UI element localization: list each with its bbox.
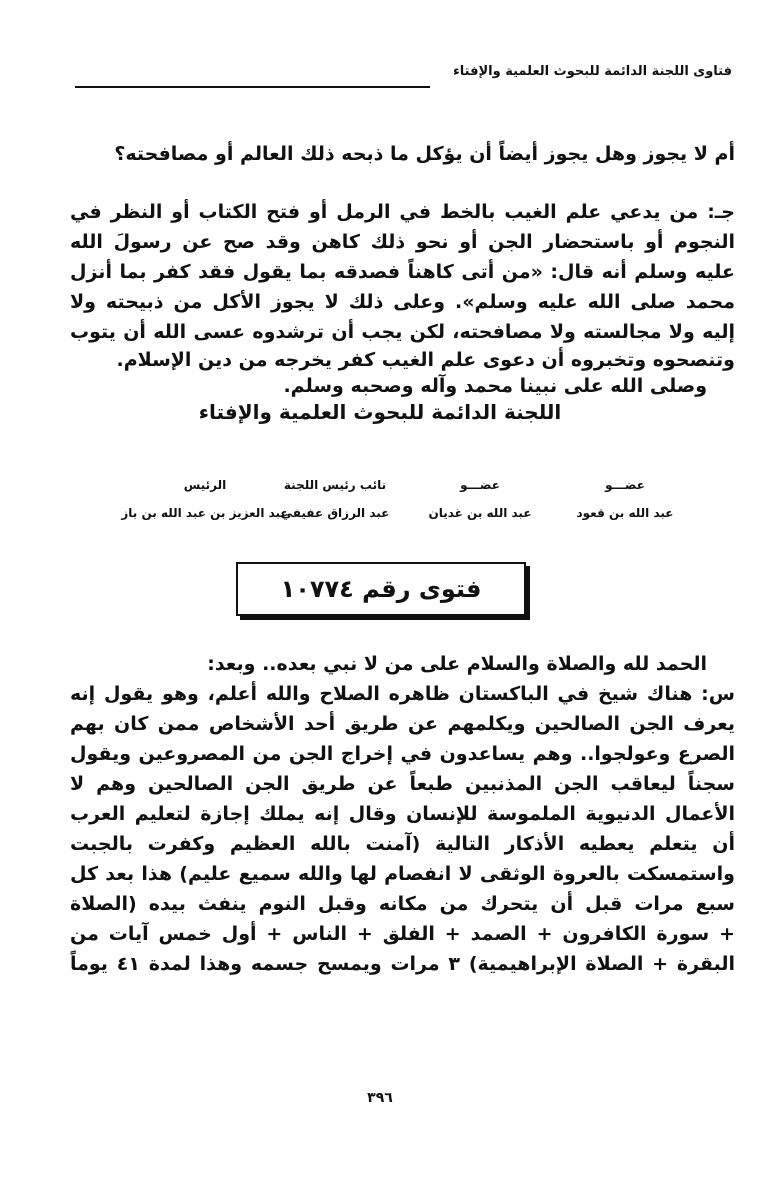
text-line: عليه وسلم أنه قال: «من أتى كاهناً فصدقه بما يقول فقد كفر بما أنزل [70, 261, 735, 283]
text-line: سبع مرات قبل أن يتحرك من مكانه وقبل النوم ينفث بيده (الصلاة [70, 893, 735, 915]
text-line: الأعمال الدنيوية الملموسة للإنسان وقال إنه يملك إجازة لتعليم العرب [70, 803, 735, 825]
text-line: جـ: من يدعي علم الغيب بالخط في الرمل أو فتح الكتاب أو النظر في [70, 201, 735, 223]
signatory-role: نائب رئيس اللجنة [283, 478, 387, 492]
text-line: الصرع وعولجوا.. وهم يساعدون في إخراج الجن من المصروعين ويقول [70, 743, 735, 765]
signatory-name: عبد الله بن غديان [428, 506, 532, 520]
text-line: البقرة + الصلاة الإبراهيمية) ٣ مرات ويمسح جسمه وهذا لمدة ٤١ يوماً [70, 953, 735, 975]
page-number: ٣٩٦ [367, 1090, 393, 1106]
closing-line: وصلى الله على نبينا محمد وآله وصحبه وسلم. [283, 375, 707, 397]
signatory-role: عضـــو [460, 478, 500, 492]
text-line: أم لا يجوز وهل يجوز أيضاً أن يؤكل ما ذبحه ذلك العالم أو مصافحته؟ [114, 143, 735, 165]
text-line: + سورة الكافرون + الصمد + الفلق + الناس + أول خمس آيات من [70, 923, 735, 945]
signatory-role: عضـــو [605, 478, 645, 492]
opening-line: الحمد لله والصلاة والسلام على من لا نبي بعده.. وبعد: [207, 653, 707, 675]
text-line: محمد صلى الله عليه وسلم». وعلى ذلك لا يجوز الأكل من ذبيحته ولا [70, 291, 735, 313]
text-line: النجوم أو باستحضار الجن أو نحو ذلك كاهن وقد صح عن رسولَ الله [70, 231, 735, 253]
text-line: س: هناك شيخ في الباكستان ظاهره الصلاح والله أعلم، وهو يقول إنه [70, 683, 735, 705]
text-line: أن يتعلم يعطيه الأذكار التالية (آمنت بالله العظيم وكفرت بالجبت [70, 833, 735, 855]
signatory-name: عبد الله بن قعود [576, 506, 674, 520]
text-line: يعرف الجن الصالحين ويكلمهم عن طريق أحد الأشخاص ممن كان بهم [70, 713, 735, 735]
fatwa-title: فتوى رقم ١٠٧٧٤ [280, 575, 482, 603]
text-line: إليه ولا مجالسته ولا مصافحته، لكن يجب أن ترشدوه عسى الله أن يتوب [70, 321, 735, 343]
running-header: فتاوى اللجنة الدائمة للبحوث العلمية والإفتاء [453, 64, 732, 79]
header-rule [75, 86, 430, 88]
signatory-name: عبد العزيز بن عبد الله بن باز [121, 506, 289, 520]
fatwa-title-box [236, 562, 526, 616]
text-line: واستمسكت بالعروة الوثقى لا انفصام لها والله سميع عليم) هذا بعد كل [70, 863, 735, 885]
text-line: وتنصحوه وتخبروه أن دعوى علم الغيب كفر يخرجه من دين الإسلام. [116, 349, 735, 371]
signatory-name: عبد الرزاق عفيفي [280, 506, 390, 520]
text-line: سجناً ليعاقب الجن المذنبين طبعاً عن طريق الجن الصالحين وهم لا [70, 773, 735, 795]
signatory-role: الرئيس [183, 478, 227, 492]
committee-name: اللجنة الدائمة للبحوث العلمية والإفتاء [198, 400, 562, 424]
